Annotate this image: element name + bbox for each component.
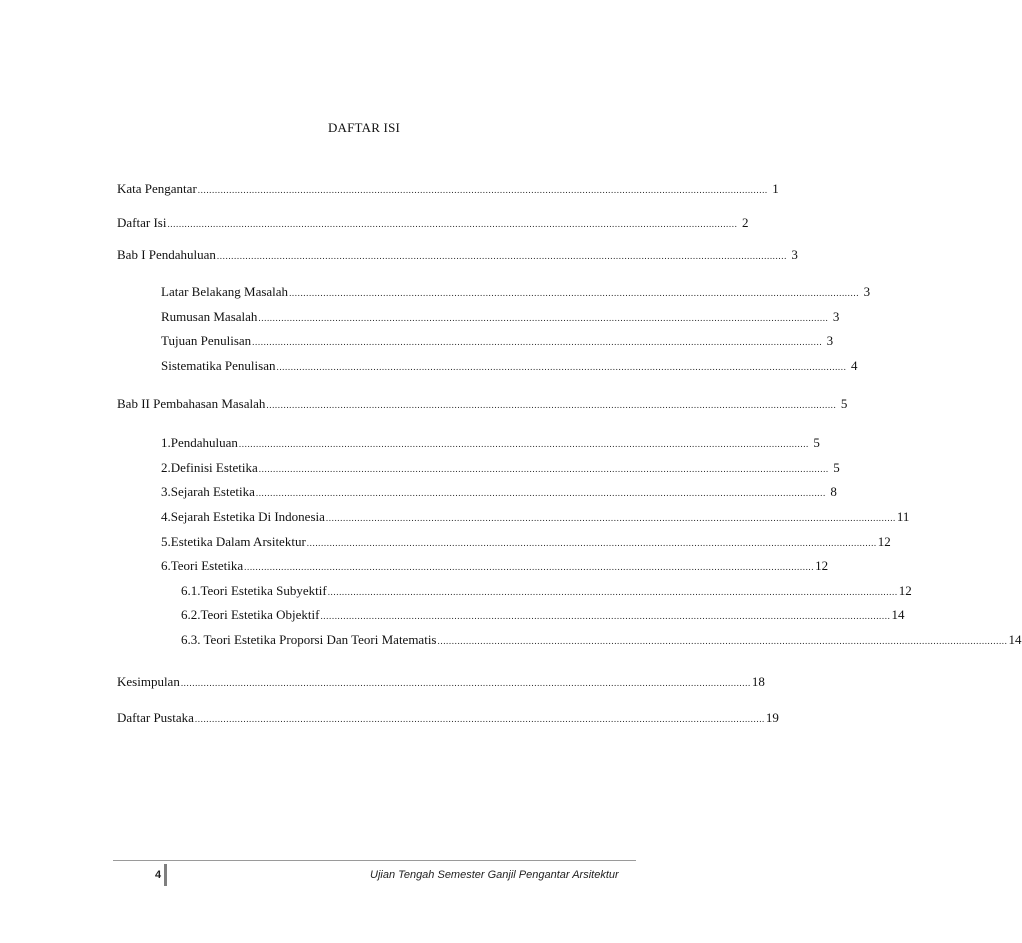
dot-leader: ........................................................................................................................................................................................................ <box>276 362 847 372</box>
toc-label: Kesimpulan <box>117 674 180 689</box>
toc-entry-pendahuluan <box>161 435 820 452</box>
toc-entry-kesimpulan <box>117 674 765 691</box>
toc-label: 4.Sejarah Estetika Di Indonesia <box>161 509 325 524</box>
toc-page-number: 3 <box>826 333 834 348</box>
dot-leader: ........................................................................................................................................................................................................ <box>216 251 787 261</box>
toc-label: Daftar Isi <box>117 215 167 230</box>
dot-leader: ........................................................................................................................................................................................................ <box>258 464 829 474</box>
toc-entry-sistematika <box>161 358 858 375</box>
toc-label: 5.Estetika Dalam Arsitektur <box>161 534 306 549</box>
toc-page-number: 18 <box>751 674 765 689</box>
toc-label: 2.Definisi Estetika <box>161 460 258 475</box>
toc-label: 3.Sejarah Estetika <box>161 484 255 499</box>
dot-leader: ........................................................................................................................................................................................................ <box>238 439 809 449</box>
dot-leader: ........................................................................................................................................................................................................ <box>252 337 823 347</box>
toc-page-number: 14 <box>891 607 905 622</box>
dot-leader: ........................................................................................................................................................................................................ <box>180 678 751 688</box>
toc-page-number: 3 <box>863 284 871 299</box>
toc-page-number: 19 <box>765 710 779 725</box>
toc-entry-sejarah-indonesia <box>161 509 910 526</box>
toc-label: Bab I Pendahuluan <box>117 247 216 262</box>
toc-label: Tujuan Penulisan <box>161 333 252 348</box>
dot-leader: ........................................................................................................................................................................................................ <box>255 488 826 498</box>
toc-entry-bab-2 <box>117 396 848 413</box>
toc-label: Daftar Pustaka <box>117 710 194 725</box>
toc-entry-tujuan-penulisan <box>161 333 834 350</box>
toc-entry-latar-belakang <box>161 284 871 301</box>
toc-entry-teori-proporsi <box>181 632 1022 649</box>
toc-entry-estetika-arsitektur <box>161 534 891 551</box>
toc-label: 6.3. Teori Estetika Proporsi Dan Teori Matematis <box>181 632 437 647</box>
dot-leader: ........................................................................................................................................................................................................ <box>437 636 1008 646</box>
dot-leader: ........................................................................................................................................................................................................ <box>306 538 877 548</box>
dot-leader: ........................................................................................................................................................................................................ <box>325 513 896 523</box>
toc-entry-teori <box>161 558 829 575</box>
dot-leader: ........................................................................................................................................................................................................ <box>289 288 860 298</box>
toc-page-number: 12 <box>877 534 891 549</box>
dot-leader: ........................................................................................................................................................................................................ <box>197 185 768 195</box>
toc-entry-daftar-pustaka <box>117 710 779 727</box>
toc-entry-teori-objektif <box>181 607 905 624</box>
dot-leader: ........................................................................................................................................................................................................ <box>167 219 738 229</box>
toc-page-number: 12 <box>815 558 829 573</box>
dot-leader: ........................................................................................................................................................................................................ <box>194 714 765 724</box>
toc-page-number: 5 <box>813 435 820 450</box>
toc-page-number: 11 <box>896 509 910 524</box>
page-title: DAFTAR ISI <box>327 120 401 135</box>
toc-label: 6.Teori Estetika <box>161 558 244 573</box>
toc-entry-rumusan-masalah <box>161 309 840 326</box>
footer-divider <box>113 860 636 861</box>
dot-leader: ........................................................................................................................................................................................................ <box>258 313 829 323</box>
toc-label: Rumusan Masalah <box>161 309 258 324</box>
toc-page-number: 5 <box>840 396 848 411</box>
toc-page-number: 3 <box>791 247 798 262</box>
toc-page-number: 2 <box>741 215 749 230</box>
toc-entry-teori-subyektif <box>181 583 912 600</box>
dot-leader: ........................................................................................................................................................................................................ <box>266 400 837 410</box>
toc-page-number: 8 <box>830 484 837 499</box>
toc-page-number: 12 <box>898 583 912 598</box>
toc-page-number: 14 <box>1008 632 1022 647</box>
toc-page-number: 1 <box>772 181 779 196</box>
footer-text: Ujian Tengah Semester Ganjil Pengantar Arsitektur <box>370 869 619 881</box>
toc-label: 6.1.Teori Estetika Subyektif <box>181 583 327 598</box>
dot-leader: ........................................................................................................................................................................................................ <box>327 587 898 597</box>
toc-label: 1.Pendahuluan <box>161 435 238 450</box>
toc-page-number: 4 <box>850 358 858 373</box>
toc-label: Bab II Pembahasan Masalah <box>117 396 266 411</box>
toc-entry-definisi <box>161 460 840 477</box>
toc-label: 6.2.Teori Estetika Objektif <box>181 607 320 622</box>
toc-entry-bab-1 <box>117 247 798 264</box>
toc-entry-daftar-isi <box>117 215 749 232</box>
footer-page-number: 4 <box>154 869 162 881</box>
toc-label: Sistematika Penulisan <box>161 358 276 373</box>
dot-leader: ........................................................................................................................................................................................................ <box>320 611 891 621</box>
toc-label: Latar Belakang Masalah <box>161 284 289 299</box>
toc-page-number: 5 <box>833 460 840 475</box>
dot-leader: ........................................................................................................................................................................................................ <box>244 562 815 572</box>
toc-entry-sejarah <box>161 484 837 501</box>
toc-entry-kata-pengantar <box>117 181 779 198</box>
toc-label: Kata Pengantar <box>117 181 197 196</box>
toc-page-number: 3 <box>832 309 840 324</box>
footer-separator-bar <box>164 864 167 886</box>
